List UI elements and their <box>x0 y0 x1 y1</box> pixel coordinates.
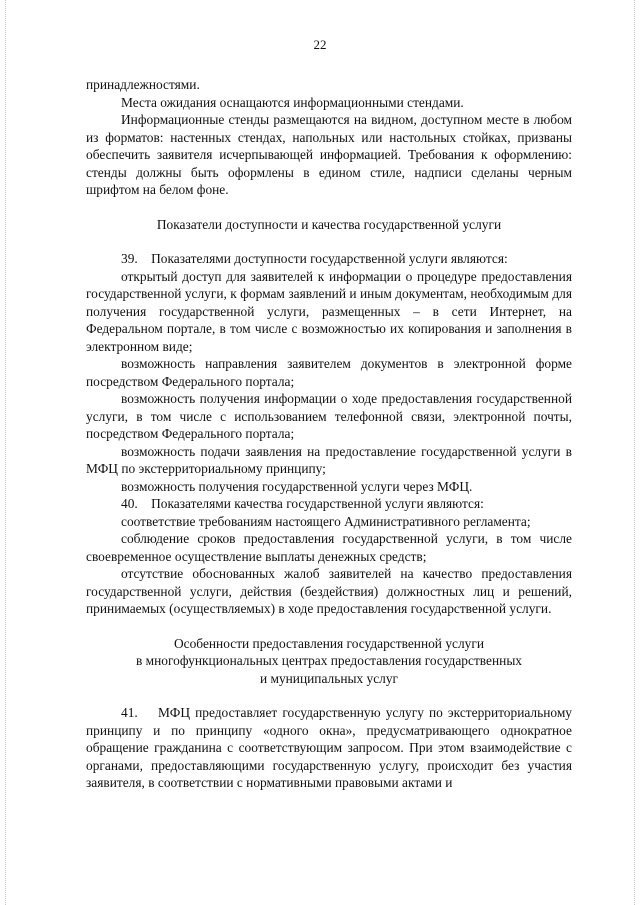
section-heading-mfc <box>86 635 572 688</box>
clause-40: 40. Показателями качества государственной услуги являются: <box>121 496 484 511</box>
scan-edge-right <box>634 0 636 905</box>
list-item-open-access: открытый доступ для заявителей к информации о процедуре предоставления государственной услуги, к формам заявлений и иным документам, необходимым для получения государственной услуги, размещенных – в сети Интернет, на Федеральном портале, в том числе с возможностью их копирования и заполнения в электронном виде; <box>86 268 572 354</box>
scan-edge-left <box>5 0 7 905</box>
clause-39: 39. Показателями доступности государственной услуги являются: <box>121 251 508 266</box>
paragraph-waiting-areas: Места ожидания оснащаются информационными стендами. <box>121 94 464 110</box>
paragraph-info-stands: Информационные стенды размещаются на видном, доступном месте в любом из форматов: настенных стендах, напольных или настольных стойках, призваны обеспечить заявителя исчерпывающей информацией. Требования к оформлению: стенды должны быть оформлены в едином стиле, надписи сделаны черным шрифтом на белом фоне. <box>86 112 572 197</box>
list-item-regulation-compliance: соответствие требованиям настоящего Административного регламента; <box>121 513 531 529</box>
section-heading-accessibility: Показатели доступности и качества государственной услуги <box>156 216 502 232</box>
paragraph-continuation: принадлежностями. <box>86 77 200 92</box>
document-body <box>86 76 572 792</box>
section-heading-mfc-line-3: и муниципальных услуг <box>259 670 399 686</box>
section-heading-mfc-line-1: Особенности предоставления государственной услуги <box>174 635 484 651</box>
section-heading-mfc-line-2: в многофункциональных центрах предоставления государственных <box>135 653 523 668</box>
clause-41: 41. МФЦ предоставляет государственную услугу по экстерриториальному принципу и по принципу «одного окна», предусматривающего однократное обращение гражданина с соответствующим запросом. При этом взаимодействие с органами, предоставляющими государственную услугу, происходит без участия заявителя, в соответствии с нормативными правовыми актами и <box>86 705 572 790</box>
list-item-mfc-application: возможность подачи заявления на предоставление государственной услуги в МФЦ по экстерриториальному принципу; <box>86 443 572 476</box>
page-number: 22 <box>313 37 327 52</box>
list-item-no-complaints: отсутствие обоснованных жалоб заявителей на качество предоставления государственной услуги, действия (бездействия) должностных лиц и решений, принимаемых (осуществляемых) в ходе предоставления государственной услуги. <box>86 566 572 616</box>
list-item-deadlines: соблюдение сроков предоставления государственной услуги, в том числе своевременное осуществление выплаты денежных средств; <box>86 531 572 564</box>
list-item-progress-info: возможность получения информации о ходе предоставления государственной услуги, в том числе с использованием телефонной связи, электронной почты, посредством Федерального портала; <box>86 391 572 441</box>
list-item-mfc-service: возможность получения государственной услуги через МФЦ. <box>121 478 473 494</box>
list-item-electronic-documents: возможность направления заявителем документов в электронной форме посредством Федерального портала; <box>86 356 572 389</box>
